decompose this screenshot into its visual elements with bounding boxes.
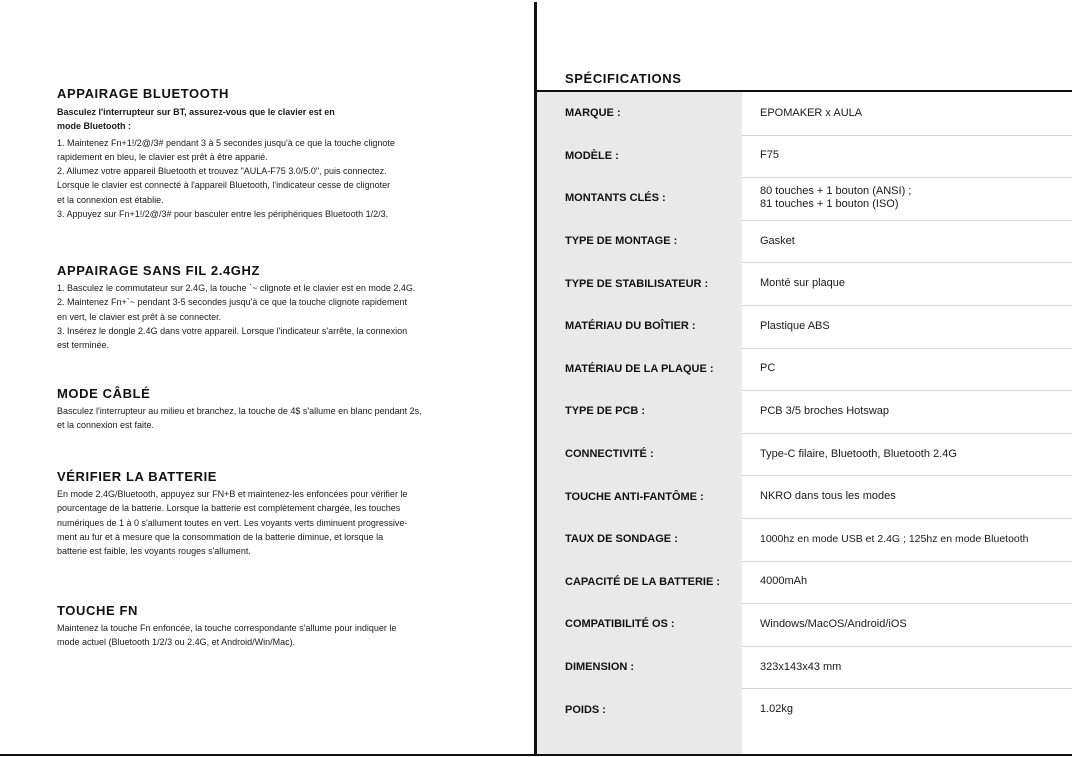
section-fn-key (57, 603, 527, 650)
section-title: APPAIRAGE SANS FIL 2.4GHZ (57, 263, 261, 278)
spec-key: POIDS : (565, 703, 606, 716)
specs-table (537, 92, 1072, 754)
section-bluetooth-pairing (57, 86, 527, 221)
spec-value: 4000mAh (760, 575, 808, 588)
spec-key: TYPE DE PCB : (565, 405, 646, 418)
section-title: TOUCHE FN (57, 603, 138, 618)
spec-key: TOUCHE ANTI-FANTÔME : (565, 490, 704, 503)
spec-row (537, 177, 1072, 220)
spec-key: COMPATIBILITÉ OS : (565, 618, 675, 631)
spec-row (537, 603, 1072, 646)
section-battery-check (57, 469, 527, 558)
spec-value: NKRO dans tous les modes (760, 490, 896, 503)
spec-key: CAPACITÉ DE LA BATTERIE : (565, 575, 721, 588)
spec-key: MONTANTS CLÉS : (565, 192, 666, 205)
section-lead: Basculez l'interrupteur sur BT, assurez-vous que le clavier est en mode Bluetooth : (57, 107, 335, 132)
spec-value: F75 (760, 149, 779, 162)
spec-key: TYPE DE MONTAGE : (565, 235, 678, 248)
spec-value: PC (760, 362, 776, 375)
section-wireless-pairing (57, 263, 527, 352)
spec-key: MODÈLE : (565, 149, 619, 162)
spec-row (537, 305, 1072, 348)
spec-row (537, 390, 1072, 433)
section-title: APPAIRAGE BLUETOOTH (57, 86, 229, 101)
spec-row (537, 262, 1072, 305)
spec-value: Type-C filaire, Bluetooth, Bluetooth 2.4G (760, 447, 957, 460)
spec-key: CONNECTIVITÉ : (565, 448, 654, 461)
spec-value: 323x143x43 mm (760, 660, 842, 673)
section-title: VÉRIFIER LA BATTERIE (57, 469, 218, 484)
section-wired-mode (57, 386, 527, 433)
spec-row (537, 646, 1072, 689)
spec-row (537, 433, 1072, 476)
spec-value: PCB 3/5 broches Hotswap (760, 404, 890, 417)
spec-key: MATÉRIAU DU BOÎTIER : (565, 320, 696, 333)
spec-value: Plastique ABS (760, 319, 830, 332)
spec-key: TYPE DE STABILISATEUR : (565, 277, 709, 290)
section-body: 1. Basculez le commutateur sur 2.4G, la touche `~ clignote et le clavier est en mode 2.4G. 2. Maintenez Fn+`~ pendant 3-5 secondes jusqu'à ce que la touche clignote rapidement en vert, le clavier est prêt à se connecter. 3. Insérez le dongle 2.4G dans votre appareil. Lorsque l'indicateur s'arrête, la connexion est terminée. (57, 283, 416, 351)
section-body: 1. Maintenez Fn+1!/2@/3# pendant 3 à 5 secondes jusqu'à ce que la touche clignote rapidement en bleu, le clavier est prêt à être apparié. 2. Allumez votre appareil Bluetooth et trouvez "AULA-F75 3.0/5.0", puis connectez. Lorsque le clavier est connecté à l'appareil Bluetooth, l'indicateur cesse de clignoter et la connexion est établie. 3. Appuyez sur Fn+1!/2@/3# pour basculer entre les périphériques Bluetooth 1/2/3. (57, 137, 395, 220)
spec-row (537, 135, 1072, 178)
spec-key: MATÉRIAU DE LA PLAQUE : (565, 362, 714, 375)
spec-row (537, 561, 1072, 604)
spec-row (537, 475, 1072, 518)
spec-value: EPOMAKER x AULA (760, 106, 863, 119)
section-title: MODE CÂBLÉ (57, 386, 151, 401)
spec-row (537, 220, 1072, 263)
spec-value: Gasket (760, 234, 795, 247)
spec-value: 80 touches + 1 bouton (ANSI) ; 81 touches + 1 bouton (ISO) (760, 185, 912, 211)
specs-header (537, 68, 1072, 92)
spec-row (537, 92, 1072, 135)
bottom-rule (0, 754, 1072, 756)
spec-row (537, 688, 1072, 731)
spec-key: DIMENSION : (565, 661, 635, 674)
spec-key: MARQUE : (565, 107, 621, 120)
spec-row (537, 518, 1072, 561)
spec-key: TAUX DE SONDAGE : (565, 533, 678, 546)
spec-value: 1.02kg (760, 703, 794, 716)
spec-value: Monté sur plaque (760, 277, 845, 290)
section-body: Basculez l'interrupteur au milieu et branchez, la touche de 4$ s'allume en blanc pendant 2s, et la connexion est faite. (57, 406, 422, 431)
section-body: En mode 2.4G/Bluetooth, appuyez sur FN+B et maintenez-les enfoncées pour vérifier le pourcentage de la batterie. Lorsque la batterie est complètement chargée, les touches numériques de 1 à 0 s'allument toutes en vert. Les voyants verts diminuent progressive- ment au fur et à mesure que la consommation de la batterie diminue, et lorsque la batterie est faible, les voyants rouges s'allument. (57, 489, 408, 557)
specs-title: SPÉCIFICATIONS (565, 71, 682, 86)
section-body: Maintenez la touche Fn enfoncée, la touche correspondante s'allume pour indiquer le mode actuel (Bluetooth 1/2/3 ou 2.4G, et Android/Win/Mac). (57, 623, 397, 648)
spec-value: 1000hz en mode USB et 2.4G ; 125hz en mode Bluetooth (760, 532, 1029, 545)
spec-value: Windows/MacOS/Android/iOS (760, 617, 907, 630)
spec-row (537, 348, 1072, 391)
